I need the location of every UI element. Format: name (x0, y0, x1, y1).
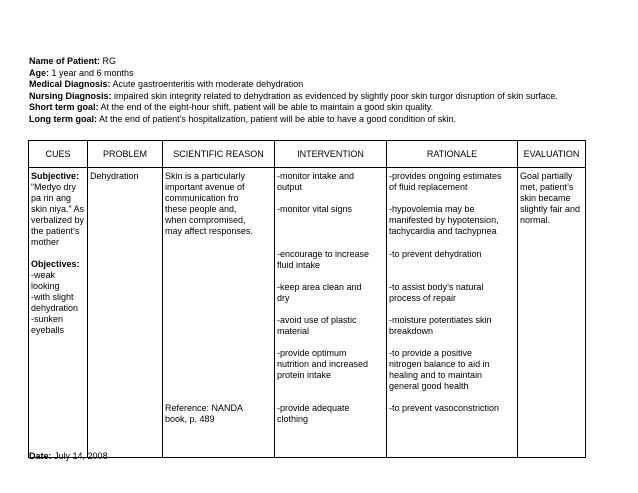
subjective-line: pa rin ang (31, 193, 72, 203)
nursing-diagnosis-row (29, 91, 629, 103)
table-header-row (29, 141, 586, 168)
scientific-line: when compromised, (165, 215, 246, 225)
intervention-item (277, 282, 384, 304)
rationale-line: -to assist body’s natural (389, 282, 484, 292)
objectives-label: Objectives: (31, 259, 80, 269)
long-term-goal: At the end of patient’s hospitalization, patient will be able to have a good condition of skin. (99, 113, 457, 124)
intervention-line: protein intake (277, 370, 332, 380)
intervention-cell (275, 168, 387, 458)
cues-cell (29, 168, 88, 458)
intervention-line: clothing (277, 414, 309, 424)
table-row (29, 168, 586, 458)
rationale-cell (387, 168, 518, 458)
medical-diagnosis-row (29, 79, 629, 91)
medical-diagnosis-label: Medical Diagnosis: (29, 79, 111, 90)
evaluation-line: skin became (520, 193, 571, 203)
rationale-line: breakdown (389, 326, 434, 336)
subjective-label: Subjective: (31, 171, 80, 181)
rationale-line: nitrogen balance to aid in (389, 359, 490, 369)
problem-text: Dehydration (90, 171, 139, 181)
column-header-intervention: INTERVENTION (275, 141, 387, 168)
reference-line: Reference: NANDA (165, 403, 244, 413)
intervention-item (277, 403, 384, 425)
rationale-line: general good health (389, 381, 469, 391)
evaluation-line: normal. (520, 215, 551, 225)
scientific-line: communication fro (165, 193, 239, 203)
short-term-goal-label: Short term goal: (29, 102, 99, 113)
problem-cell (88, 168, 163, 458)
evaluation-line: Goal partially (520, 171, 573, 181)
column-header-evaluation: EVALUATION (518, 141, 586, 168)
rationale-item (389, 348, 515, 392)
column-header-rationale: RATIONALE (387, 141, 518, 168)
column-header-cues: CUES (29, 141, 88, 168)
nursing-diagnosis: impaired skin integrity related to dehydration as evidenced by slightly poor skin turgor disruption of skin surface. (114, 90, 558, 101)
column-header-scientific-reason: SCIENTIFIC REASON (163, 141, 275, 168)
rationale-item (389, 315, 515, 337)
objective-line: -sunken (31, 314, 64, 324)
reference-line: book, p. 489 (165, 414, 215, 424)
subjective-line: “Medyo dry (31, 182, 77, 192)
rationale-item (389, 249, 515, 260)
intervention-line: -provide adequate (277, 403, 350, 413)
long-term-goal-row (29, 114, 629, 126)
rationale-line: -to provide a positive (389, 348, 473, 358)
rationale-line: -to prevent vasoconstriction (389, 403, 500, 413)
rationale-item (389, 403, 515, 414)
evaluation-line: slightly fair and (520, 204, 581, 214)
intervention-line: material (277, 326, 310, 336)
objective-line: dehydration (31, 303, 79, 313)
age-row (29, 68, 629, 80)
intervention-line: fluid intake (277, 260, 321, 270)
intervention-item (277, 249, 384, 271)
rationale-item (389, 171, 515, 193)
long-term-goal-label: Long term goal: (29, 113, 97, 124)
care-plan-table (28, 140, 586, 458)
rationale-line: tachycardia and tachypnea (389, 226, 497, 236)
age-value: 1 year and 6 months (51, 67, 134, 78)
intervention-item (277, 348, 384, 381)
patient-name-row (29, 56, 629, 68)
rationale-line: -to prevent dehydration (389, 249, 482, 259)
rationale-item (389, 282, 515, 304)
intervention-item (277, 204, 384, 215)
evaluation-cell (518, 168, 586, 458)
rationale-line: process of repair (389, 293, 457, 303)
age-label: Age: (29, 67, 49, 78)
care-plan-header (29, 56, 629, 126)
objective-line: eyeballs (31, 325, 65, 335)
scientific-line: Skin is a particularly (165, 171, 246, 181)
intervention-line: -provide optimum (277, 348, 347, 358)
rationale-line: -provides ongoing estimates (389, 171, 502, 181)
scientific-reason-cell (163, 168, 275, 458)
scientific-line: may affect responses. (165, 226, 253, 236)
short-term-goal: At the end of the eight-hour shift, patient will be able to maintain a good skin quality. (100, 102, 434, 113)
rationale-line: healing and to maintain (389, 370, 483, 380)
nursing-diagnosis-label: Nursing Diagnosis: (29, 90, 112, 101)
intervention-item (277, 315, 384, 337)
rationale-line: -hypovolemia may be (389, 204, 475, 214)
date-value: July 14, 2008 (54, 451, 108, 461)
short-term-goal-row (29, 102, 629, 114)
subjective-line: verbalized by (31, 215, 85, 225)
intervention-line: -encourage to increase (277, 249, 370, 259)
intervention-line: -avoid use of plastic (277, 315, 357, 325)
intervention-line: -monitor intake and (277, 171, 355, 181)
subjective-line: the patient’s (31, 226, 80, 236)
intervention-line: -keep area clean and (277, 282, 362, 292)
subjective-line: skin niya.” As (31, 204, 85, 214)
intervention-line: dry (277, 293, 290, 303)
objective-line: -weak looking (31, 270, 60, 291)
intervention-item (277, 171, 384, 193)
scientific-line: important avenue of (165, 182, 245, 192)
rationale-line: -moisture potentiates skin (389, 315, 492, 325)
column-header-problem: PROBLEM (88, 141, 163, 168)
scientific-line: these people and, (165, 204, 237, 214)
evaluation-line: met, patient’s (520, 182, 574, 192)
intervention-line: output (277, 182, 303, 192)
rationale-line: manifested by hypotension, (389, 215, 499, 225)
patient-name-label: Name of Patient: (29, 56, 101, 66)
date-label: Date: (29, 451, 52, 461)
patient-name: RG (102, 56, 117, 66)
spacer (31, 248, 85, 259)
intervention-line: -monitor vital signs (277, 204, 353, 214)
date-line (29, 451, 108, 461)
subjective-line: mother (31, 237, 60, 247)
intervention-line: nutrition and increased (277, 359, 369, 369)
medical-diagnosis: Acute gastroenteritis with moderate dehydration (112, 79, 304, 90)
objective-line: -with slight (31, 292, 74, 302)
rationale-item (389, 204, 515, 237)
rationale-line: of fluid replacement (389, 182, 468, 192)
